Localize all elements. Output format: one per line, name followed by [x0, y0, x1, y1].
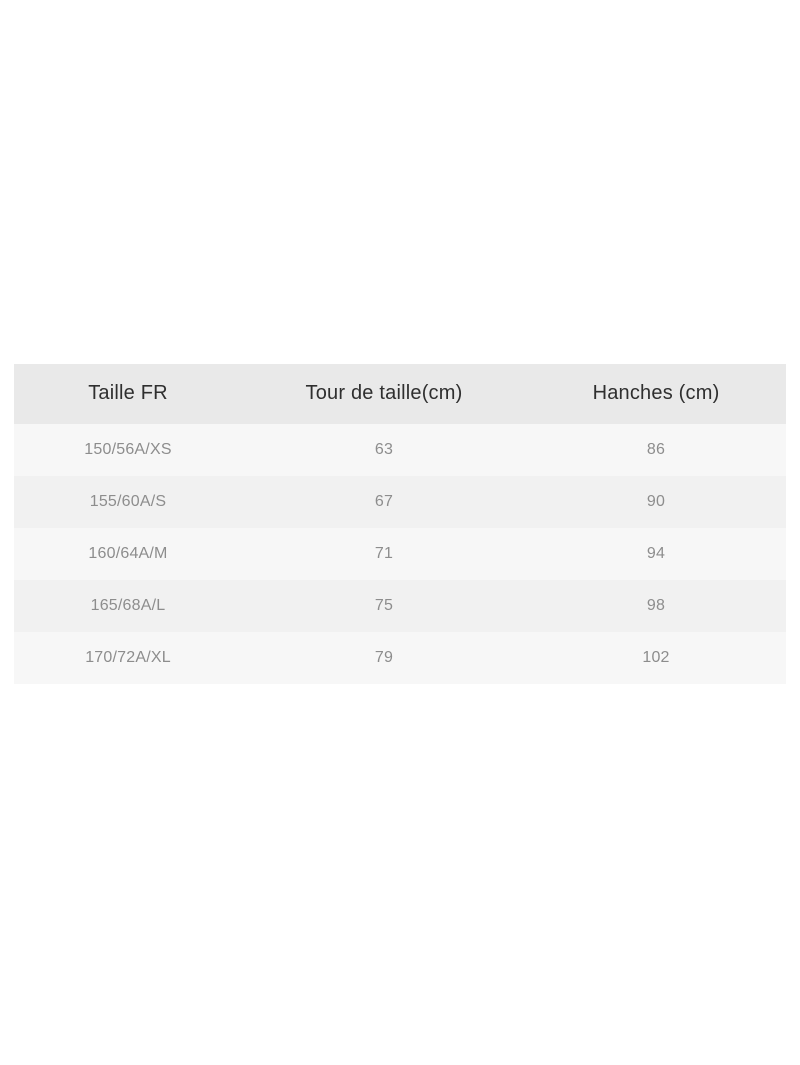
table-row — [14, 632, 786, 684]
table-row — [14, 476, 786, 528]
size-chart — [14, 364, 786, 684]
cell-waist: 75 — [242, 580, 526, 632]
cell-waist: 67 — [242, 476, 526, 528]
cell-hips: 90 — [526, 476, 786, 528]
table-row — [14, 528, 786, 580]
cell-waist: 63 — [242, 424, 526, 476]
size-table-header — [14, 364, 786, 424]
column-header-waist: Tour de taille(cm) — [242, 364, 526, 424]
column-header-size: Taille FR — [14, 364, 242, 424]
cell-size: 155/60A/S — [14, 476, 242, 528]
table-header-row — [14, 364, 786, 424]
cell-hips: 98 — [526, 580, 786, 632]
cell-size: 170/72A/XL — [14, 632, 242, 684]
column-header-hips: Hanches (cm) — [526, 364, 786, 424]
cell-size: 165/68A/L — [14, 580, 242, 632]
cell-hips: 102 — [526, 632, 786, 684]
size-table — [14, 364, 786, 684]
table-row — [14, 580, 786, 632]
size-table-body — [14, 424, 786, 684]
table-row — [14, 424, 786, 476]
cell-waist: 79 — [242, 632, 526, 684]
cell-size: 150/56A/XS — [14, 424, 242, 476]
cell-waist: 71 — [242, 528, 526, 580]
cell-size: 160/64A/M — [14, 528, 242, 580]
cell-hips: 86 — [526, 424, 786, 476]
cell-hips: 94 — [526, 528, 786, 580]
